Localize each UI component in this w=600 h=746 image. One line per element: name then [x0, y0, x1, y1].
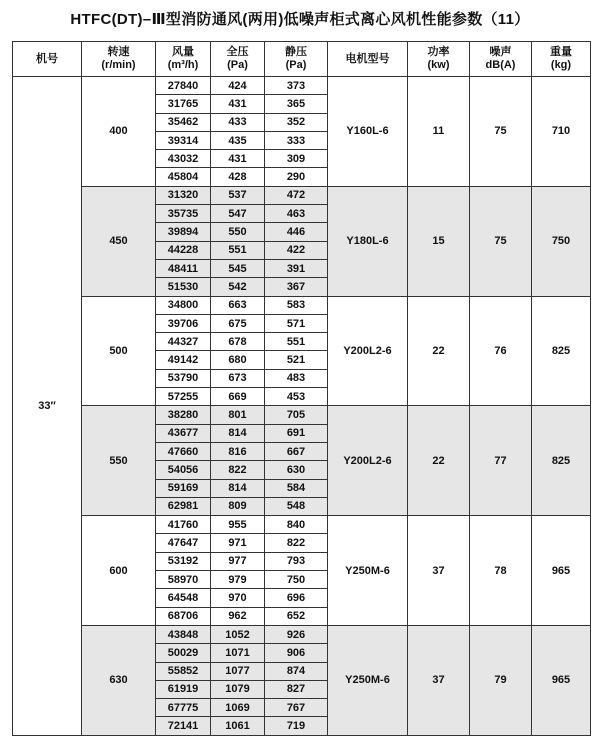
static-pressure-cell: 352	[265, 113, 328, 131]
power-cell: 11	[408, 77, 470, 187]
total-pressure-cell: 816	[211, 442, 265, 460]
total-pressure-cell: 547	[211, 205, 265, 223]
header-weight: 重量 (kg)	[532, 42, 591, 77]
static-pressure-cell: 551	[265, 333, 328, 351]
weight-cell: 965	[532, 516, 591, 626]
static-pressure-cell: 840	[265, 516, 328, 534]
motor-cell: Y200L2-6	[328, 296, 408, 406]
static-pressure-cell: 483	[265, 369, 328, 387]
total-pressure-cell: 537	[211, 186, 265, 204]
static-pressure-cell: 719	[265, 717, 328, 735]
total-pressure-cell: 424	[211, 77, 265, 95]
total-pressure-cell: 1079	[211, 680, 265, 698]
performance-table	[12, 41, 591, 736]
airflow-cell: 39314	[156, 131, 211, 149]
total-pressure-cell: 431	[211, 150, 265, 168]
header-row	[13, 42, 591, 77]
airflow-cell: 61919	[156, 680, 211, 698]
weight-cell: 750	[532, 186, 591, 296]
total-pressure-cell: 678	[211, 333, 265, 351]
total-pressure-cell: 979	[211, 571, 265, 589]
airflow-cell: 44228	[156, 241, 211, 259]
static-pressure-cell: 446	[265, 223, 328, 241]
speed-cell: 450	[82, 186, 156, 296]
header-power: 功率 (kw)	[408, 42, 470, 77]
header-airflow: 风量 (m³/h)	[156, 42, 211, 77]
total-pressure-cell: 971	[211, 534, 265, 552]
total-pressure-cell: 955	[211, 516, 265, 534]
airflow-cell: 55852	[156, 662, 211, 680]
airflow-cell: 34800	[156, 296, 211, 314]
static-pressure-cell: 696	[265, 589, 328, 607]
static-pressure-cell: 705	[265, 406, 328, 424]
table-row	[13, 625, 591, 643]
total-pressure-cell: 675	[211, 314, 265, 332]
noise-cell: 78	[470, 516, 532, 626]
total-pressure-cell: 801	[211, 406, 265, 424]
speed-cell: 550	[82, 406, 156, 516]
airflow-cell: 67775	[156, 699, 211, 717]
total-pressure-cell: 431	[211, 95, 265, 113]
static-pressure-cell: 548	[265, 497, 328, 515]
total-pressure-cell: 822	[211, 461, 265, 479]
airflow-cell: 59169	[156, 479, 211, 497]
noise-cell: 75	[470, 186, 532, 296]
airflow-cell: 35735	[156, 205, 211, 223]
table-body	[13, 77, 591, 736]
static-pressure-cell: 571	[265, 314, 328, 332]
total-pressure-cell: 1061	[211, 717, 265, 735]
airflow-cell: 31765	[156, 95, 211, 113]
total-pressure-cell: 1052	[211, 625, 265, 643]
header-static-pressure: 静压 (Pa)	[265, 42, 328, 77]
static-pressure-cell: 584	[265, 479, 328, 497]
table-row	[13, 516, 591, 534]
static-pressure-cell: 290	[265, 168, 328, 186]
header-machine: 机号	[13, 42, 82, 77]
total-pressure-cell: 673	[211, 369, 265, 387]
airflow-cell: 51530	[156, 278, 211, 296]
header-noise: 噪声 dB(A)	[470, 42, 532, 77]
airflow-cell: 44327	[156, 333, 211, 351]
static-pressure-cell: 822	[265, 534, 328, 552]
power-cell: 37	[408, 516, 470, 626]
motor-cell: Y200L2-6	[328, 406, 408, 516]
speed-cell: 400	[82, 77, 156, 187]
airflow-cell: 64548	[156, 589, 211, 607]
total-pressure-cell: 545	[211, 259, 265, 277]
static-pressure-cell: 365	[265, 95, 328, 113]
airflow-cell: 38280	[156, 406, 211, 424]
total-pressure-cell: 680	[211, 351, 265, 369]
weight-cell: 825	[532, 406, 591, 516]
static-pressure-cell: 652	[265, 607, 328, 625]
airflow-cell: 49142	[156, 351, 211, 369]
static-pressure-cell: 521	[265, 351, 328, 369]
total-pressure-cell: 550	[211, 223, 265, 241]
airflow-cell: 45804	[156, 168, 211, 186]
total-pressure-cell: 962	[211, 607, 265, 625]
total-pressure-cell: 433	[211, 113, 265, 131]
header-speed: 转速 (r/min)	[82, 42, 156, 77]
speed-cell: 500	[82, 296, 156, 406]
airflow-cell: 31320	[156, 186, 211, 204]
motor-cell: Y160L-6	[328, 77, 408, 187]
table-row	[13, 77, 591, 95]
total-pressure-cell: 663	[211, 296, 265, 314]
noise-cell: 76	[470, 296, 532, 406]
noise-cell: 79	[470, 625, 532, 735]
noise-cell: 77	[470, 406, 532, 516]
static-pressure-cell: 367	[265, 278, 328, 296]
total-pressure-cell: 814	[211, 479, 265, 497]
weight-cell: 710	[532, 77, 591, 187]
static-pressure-cell: 472	[265, 186, 328, 204]
static-pressure-cell: 391	[265, 259, 328, 277]
airflow-cell: 48411	[156, 259, 211, 277]
total-pressure-cell: 542	[211, 278, 265, 296]
total-pressure-cell: 977	[211, 552, 265, 570]
static-pressure-cell: 667	[265, 442, 328, 460]
airflow-cell: 39706	[156, 314, 211, 332]
airflow-cell: 53790	[156, 369, 211, 387]
static-pressure-cell: 630	[265, 461, 328, 479]
static-pressure-cell: 691	[265, 424, 328, 442]
static-pressure-cell: 906	[265, 644, 328, 662]
static-pressure-cell: 767	[265, 699, 328, 717]
static-pressure-cell: 333	[265, 131, 328, 149]
airflow-cell: 62981	[156, 497, 211, 515]
airflow-cell: 41760	[156, 516, 211, 534]
airflow-cell: 58970	[156, 571, 211, 589]
static-pressure-cell: 422	[265, 241, 328, 259]
airflow-cell: 43677	[156, 424, 211, 442]
total-pressure-cell: 1077	[211, 662, 265, 680]
power-cell: 22	[408, 406, 470, 516]
weight-cell: 825	[532, 296, 591, 406]
speed-cell: 600	[82, 516, 156, 626]
static-pressure-cell: 309	[265, 150, 328, 168]
power-cell: 37	[408, 625, 470, 735]
page-title: HTFC(DT)–Ⅲ型消防通风(两用)低噪声柜式离心风机性能参数（11）	[70, 11, 530, 28]
airflow-cell: 43848	[156, 625, 211, 643]
header-total-pressure: 全压 (Pa)	[211, 42, 265, 77]
airflow-cell: 72141	[156, 717, 211, 735]
static-pressure-cell: 373	[265, 77, 328, 95]
table-row	[13, 406, 591, 424]
total-pressure-cell: 435	[211, 131, 265, 149]
static-pressure-cell: 750	[265, 571, 328, 589]
airflow-cell: 57255	[156, 388, 211, 406]
total-pressure-cell: 428	[211, 168, 265, 186]
airflow-cell: 50029	[156, 644, 211, 662]
airflow-cell: 47647	[156, 534, 211, 552]
motor-cell: Y180L-6	[328, 186, 408, 296]
static-pressure-cell: 463	[265, 205, 328, 223]
airflow-cell: 27840	[156, 77, 211, 95]
static-pressure-cell: 926	[265, 625, 328, 643]
airflow-cell: 47660	[156, 442, 211, 460]
static-pressure-cell: 793	[265, 552, 328, 570]
total-pressure-cell: 809	[211, 497, 265, 515]
total-pressure-cell: 814	[211, 424, 265, 442]
airflow-cell: 35462	[156, 113, 211, 131]
static-pressure-cell: 583	[265, 296, 328, 314]
motor-cell: Y250M-6	[328, 516, 408, 626]
power-cell: 15	[408, 186, 470, 296]
machine-number-cell: 33″	[13, 77, 82, 736]
airflow-cell: 43032	[156, 150, 211, 168]
static-pressure-cell: 453	[265, 388, 328, 406]
total-pressure-cell: 1071	[211, 644, 265, 662]
static-pressure-cell: 874	[265, 662, 328, 680]
header-motor: 电机型号	[328, 42, 408, 77]
airflow-cell: 54056	[156, 461, 211, 479]
airflow-cell: 53192	[156, 552, 211, 570]
table-row	[13, 186, 591, 204]
total-pressure-cell: 551	[211, 241, 265, 259]
total-pressure-cell: 669	[211, 388, 265, 406]
speed-cell: 630	[82, 625, 156, 735]
weight-cell: 965	[532, 625, 591, 735]
motor-cell: Y250M-6	[328, 625, 408, 735]
noise-cell: 75	[470, 77, 532, 187]
airflow-cell: 39894	[156, 223, 211, 241]
power-cell: 22	[408, 296, 470, 406]
airflow-cell: 68706	[156, 607, 211, 625]
static-pressure-cell: 827	[265, 680, 328, 698]
total-pressure-cell: 1069	[211, 699, 265, 717]
total-pressure-cell: 970	[211, 589, 265, 607]
table-row	[13, 296, 591, 314]
